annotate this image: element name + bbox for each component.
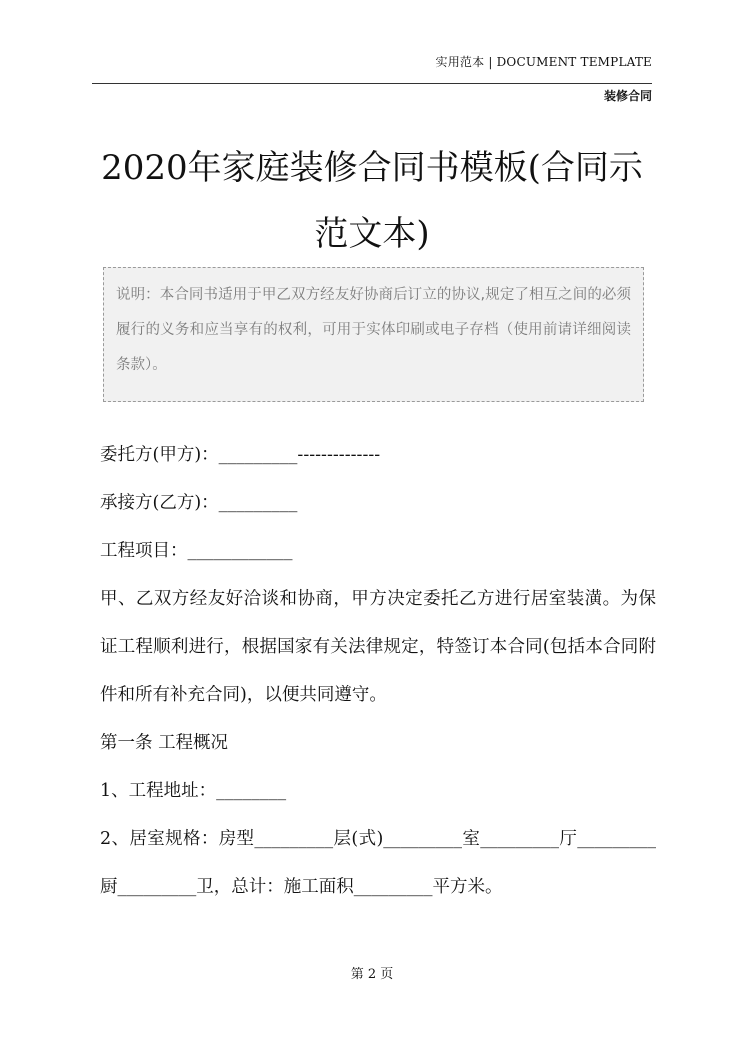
instruction-note-text: 说明：本合同书适用于甲乙双方经友好协商后订立的协议,规定了相互之间的必须履行的义务和应当享有的权利，可用于实体印刷或电子存档（使用前请详细阅读条款）。 — [116, 287, 631, 373]
client-field: 委托方(甲方)：_________-------------- — [100, 445, 381, 465]
instruction-note-box — [103, 267, 644, 402]
room-spec-field: 2、居室规格：房型_________层(式)_________室_________厅_________厨_________卫，总计：施工面积_________平方米。 — [100, 829, 656, 897]
intro-paragraph: 甲、乙双方经友好洽谈和协商，甲方决定委托乙方进行居室装潢。为保证工程顺利进行，根据国家有关法律规定，特签订本合同(包括本合同附件和所有补充合同)，以便共同遵守。 — [100, 589, 656, 705]
header-brand: 实用范本 | DOCUMENT TEMPLATE — [435, 55, 652, 69]
contractor-field: 承接方(乙方)：_________ — [100, 493, 298, 513]
page-number: 第 2 页 — [350, 967, 394, 982]
header-divider — [92, 83, 652, 84]
article-1-heading: 第一条 工程概况 — [100, 733, 229, 753]
project-field: 工程项目：____________ — [100, 541, 293, 561]
contract-body — [100, 431, 656, 911]
document-title: 2020年家庭装修合同书模板(合同示范文本) — [101, 148, 643, 254]
header-category: 装修合同 — [603, 89, 652, 103]
address-field: 1、工程地址：________ — [100, 781, 287, 801]
